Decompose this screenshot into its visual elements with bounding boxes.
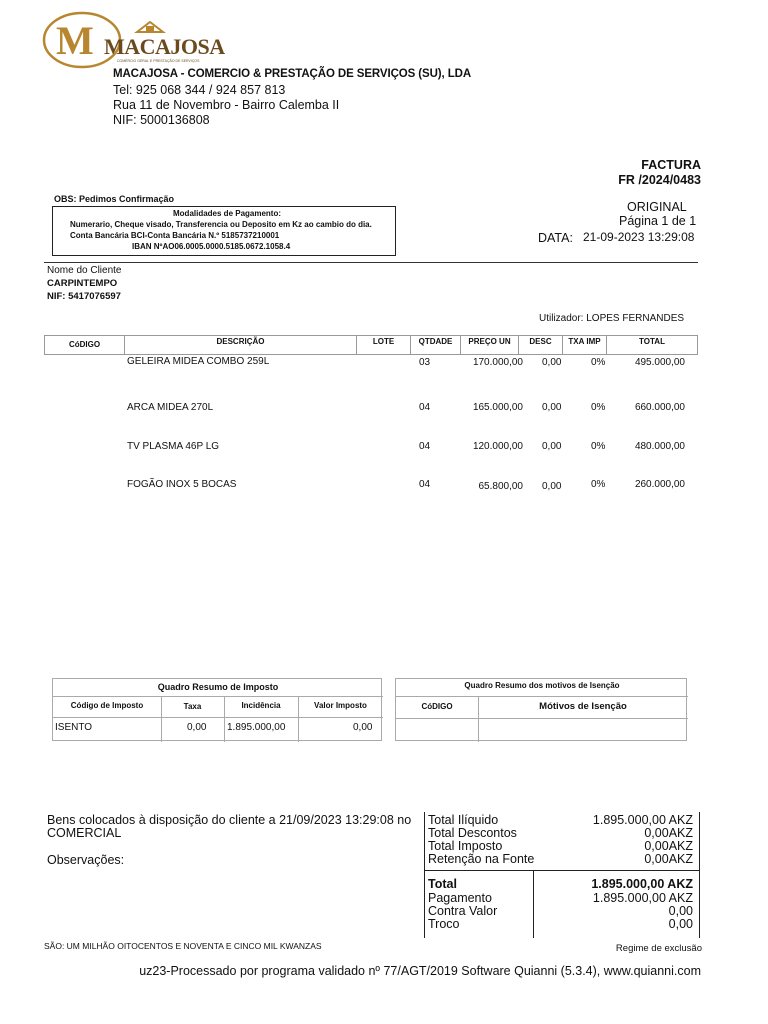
items-table-header <box>44 335 698 355</box>
logo-text: MACAJOSA <box>104 34 225 59</box>
retention-label: Retenção na Fonte <box>428 852 535 866</box>
change-label: Troco <box>428 917 460 931</box>
item-tax: 0% <box>591 479 606 490</box>
divider <box>53 696 383 697</box>
exemption-col-reason: Mótivos de Isenção <box>539 701 627 712</box>
tax-col-code: Código de Imposto <box>70 701 144 710</box>
obs-note: OBS: Pedimos Confirmação <box>54 194 175 204</box>
company-address: Rua 11 de Novembro - Bairro Calemba II <box>113 98 340 112</box>
exemption-col-code: CóDIGO <box>421 702 453 711</box>
tax-row-rate: 0,00 <box>187 722 207 733</box>
counter-value-value: 0,00 <box>668 904 693 918</box>
col-header-total: TOTAL <box>639 337 665 346</box>
page-indicator: Página 1 de 1 <box>619 214 697 228</box>
item-total: 480.000,00 <box>634 441 685 452</box>
divider <box>533 870 534 938</box>
item-total: 495.000,00 <box>634 357 685 368</box>
tax-row-value: 0,00 <box>353 722 373 733</box>
date-label: DATA: <box>538 231 573 245</box>
item-total: 260.000,00 <box>634 479 685 490</box>
tax-row-code: ISENTO <box>55 722 93 733</box>
item-discount: 0,00 <box>542 481 562 492</box>
item-price: 165.000,00 <box>472 402 523 413</box>
exemption-summary-title: Quadro Resumo dos motivos de Isenção <box>464 681 620 690</box>
divider <box>396 696 688 697</box>
col-header-qty: QTDADE <box>411 336 461 354</box>
item-discount: 0,00 <box>542 441 562 452</box>
item-price: 65.800,00 <box>478 481 523 492</box>
observations-label: Observações: <box>47 853 125 867</box>
document-type: FACTURA <box>641 158 701 172</box>
user-label: Utilizador: LOPES FERNANDES <box>539 313 685 324</box>
payment-label: Pagamento <box>428 891 492 905</box>
software-certification: uz23-Processado por programa validado nº 77/AGT/2019 Software Quianni (5.3.4), www.quianni.com <box>139 964 701 978</box>
divider <box>53 717 383 718</box>
payment-line-1: Numerario, Cheque visado, Transferencia ou Deposito em Kz ao cambio do dia. <box>70 220 372 229</box>
tax-regime: Regime de exclusão <box>615 943 702 954</box>
divider <box>396 718 688 719</box>
goods-availability-line-2: COMERCIAL <box>47 826 122 840</box>
totals-box <box>424 812 700 938</box>
item-discount: 0,00 <box>542 357 562 368</box>
grand-total-label: Total <box>428 877 457 891</box>
retention-value: 0,00AKZ <box>644 852 693 866</box>
payment-line-2: Conta Bancária BCI-Conta Bancária N.º 5185737210001 <box>70 231 280 240</box>
total-tax-label: Total Imposto <box>428 839 503 853</box>
item-description: TV PLASMA 46P LG <box>127 441 220 452</box>
grand-total-value: 1.895.000,00 AKZ <box>591 877 693 891</box>
item-price: 170.000,00 <box>472 357 523 368</box>
company-nif: NIF: 5000136808 <box>113 113 210 127</box>
counter-value-label: Contra Valor <box>428 904 498 918</box>
payment-line-3: IBAN NºAO06.0005.0000.5185.0672.1058.4 <box>132 242 291 251</box>
divider <box>44 262 698 263</box>
svg-text:M: M <box>56 18 94 63</box>
item-qty: 03 <box>419 357 431 368</box>
amount-in-words: SÃO: UM MILHÃO OITOCENTOS E NOVENTA E CINCO MIL KWANZAS <box>44 941 322 951</box>
item-price: 120.000,00 <box>472 441 523 452</box>
tax-col-value: Valor Imposto <box>314 701 367 710</box>
client-nif: NIF: 5417076597 <box>47 291 121 302</box>
logo-tagline: COMÉRCIO GERAL E PRESTAÇÃO DE SERVIÇOS <box>117 59 200 63</box>
item-tax: 0% <box>591 402 606 413</box>
divider <box>425 870 699 871</box>
item-description: GELEIRA MIDEA COMBO 259L <box>127 356 270 367</box>
item-tax: 0% <box>591 441 606 452</box>
total-liquid-label: Total Ilíquido <box>428 813 499 827</box>
payment-methods-box <box>52 206 396 256</box>
total-tax-value: 0,00AKZ <box>644 839 693 853</box>
item-qty: 04 <box>419 479 431 490</box>
col-header-discount: DESC <box>519 336 563 354</box>
payment-value: 1.895.000,00 AKZ <box>592 891 693 905</box>
client-label: Nome do Cliente <box>47 265 122 276</box>
item-description: ARCA MIDEA 270L <box>127 402 214 413</box>
total-discount-value: 0,00AKZ <box>644 826 693 840</box>
col-header-code: CóDIGO <box>45 336 125 354</box>
col-header-lot: LOTE <box>357 336 411 354</box>
client-name: CARPINTEMPO <box>47 278 118 289</box>
payment-title: Modalidades de Pagamento: <box>173 209 282 218</box>
company-phone: Tel: 925 068 344 / 924 857 813 <box>113 83 286 97</box>
date-value: 21-09-2023 13:29:08 <box>583 230 695 244</box>
exemption-summary-table <box>395 678 687 741</box>
tax-summary-title: Quadro Resumo de Imposto <box>157 682 279 692</box>
goods-availability-line-1: Bens colocados à disposição do cliente a 21/09/2023 13:29:08 no <box>47 813 412 827</box>
col-header-price: PREÇO UN <box>461 336 519 354</box>
item-tax: 0% <box>591 357 606 368</box>
tax-col-rate: Taxa <box>183 702 202 711</box>
total-discount-label: Total Descontos <box>428 826 517 840</box>
company-logo <box>42 10 225 72</box>
total-liquid-value: 1.895.000,00 AKZ <box>592 813 693 827</box>
item-qty: 04 <box>419 402 431 413</box>
company-name: MACAJOSA - COMERCIO & PRESTAÇÃO DE SERVIÇOS (SU), LDA <box>113 68 472 80</box>
tax-summary-table <box>52 678 382 741</box>
item-total: 660.000,00 <box>634 402 685 413</box>
item-qty: 04 <box>419 441 431 452</box>
copy-label: ORIGINAL <box>627 200 687 214</box>
item-description: FOGÃO INOX 5 BOCAS <box>127 479 237 490</box>
tax-col-incidence: Incidência <box>241 701 281 710</box>
change-value: 0,00 <box>668 917 693 931</box>
col-header-description: DESCRIÇÃO <box>125 336 357 354</box>
col-header-tax: TXA IMP <box>563 336 607 354</box>
item-discount: 0,00 <box>542 402 562 413</box>
tax-row-incidence: 1.895.000,00 <box>227 722 286 733</box>
document-number: FR /2024/0483 <box>618 173 701 187</box>
